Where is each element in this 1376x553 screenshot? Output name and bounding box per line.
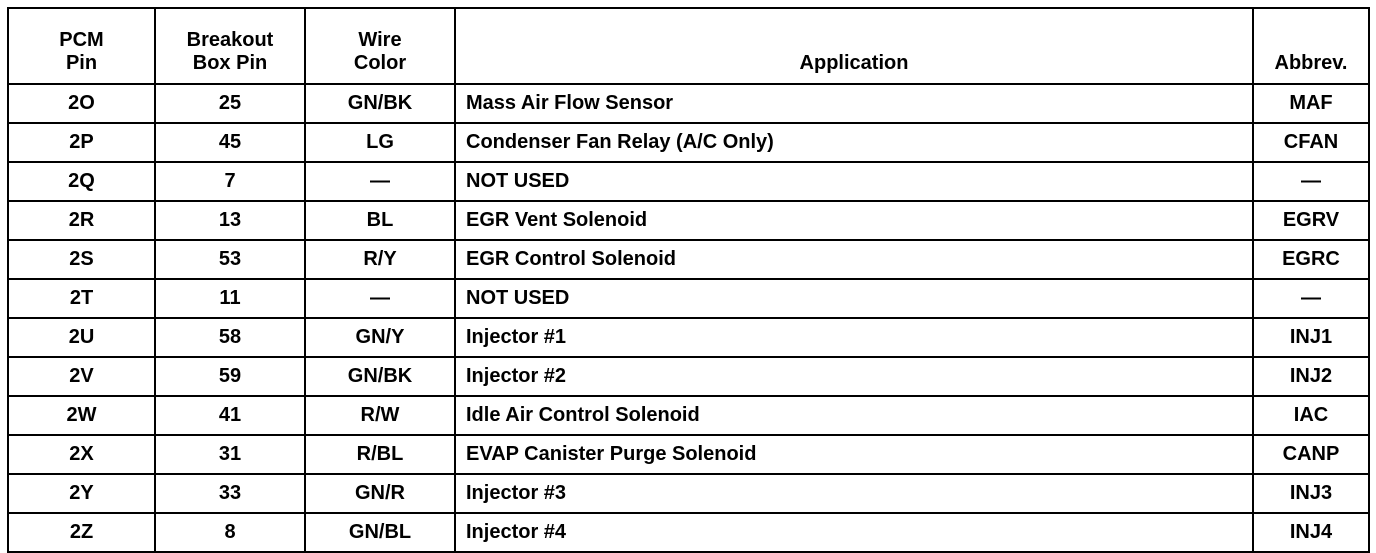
- cell-breakout-box-pin: 8: [155, 513, 305, 552]
- cell-breakout-box-pin: 45: [155, 123, 305, 162]
- header-pcm-pin: PCM Pin: [8, 8, 155, 84]
- table-row: [8, 318, 1369, 357]
- table-row: [8, 279, 1369, 318]
- cell-abbrev: —: [1253, 279, 1369, 318]
- cell-wire-color: —: [305, 162, 455, 201]
- header-breakout-box-pin: Breakout Box Pin: [155, 8, 305, 84]
- cell-breakout-box-pin: 7: [155, 162, 305, 201]
- cell-wire-color: R/BL: [305, 435, 455, 474]
- cell-abbrev: INJ4: [1253, 513, 1369, 552]
- cell-abbrev: INJ2: [1253, 357, 1369, 396]
- cell-pcm-pin: 2U: [8, 318, 155, 357]
- table-row: [8, 162, 1369, 201]
- cell-wire-color: GN/R: [305, 474, 455, 513]
- cell-wire-color: R/Y: [305, 240, 455, 279]
- cell-breakout-box-pin: 58: [155, 318, 305, 357]
- cell-abbrev: IAC: [1253, 396, 1369, 435]
- cell-wire-color: —: [305, 279, 455, 318]
- cell-abbrev: MAF: [1253, 84, 1369, 123]
- cell-abbrev: INJ1: [1253, 318, 1369, 357]
- cell-breakout-box-pin: 25: [155, 84, 305, 123]
- header-wire-color: Wire Color: [305, 8, 455, 84]
- cell-pcm-pin: 2W: [8, 396, 155, 435]
- cell-pcm-pin: 2V: [8, 357, 155, 396]
- cell-application: Injector #4: [455, 513, 1253, 552]
- cell-abbrev: INJ3: [1253, 474, 1369, 513]
- cell-application: NOT USED: [455, 162, 1253, 201]
- header-application: Application: [455, 8, 1253, 84]
- table-row: [8, 396, 1369, 435]
- cell-wire-color: GN/BK: [305, 357, 455, 396]
- table-header-row: [8, 8, 1369, 84]
- cell-breakout-box-pin: 31: [155, 435, 305, 474]
- table-row: [8, 84, 1369, 123]
- table-row: [8, 123, 1369, 162]
- cell-application: Idle Air Control Solenoid: [455, 396, 1253, 435]
- cell-wire-color: GN/BL: [305, 513, 455, 552]
- cell-abbrev: CANP: [1253, 435, 1369, 474]
- header-abbrev: Abbrev.: [1253, 8, 1369, 84]
- cell-abbrev: —: [1253, 162, 1369, 201]
- cell-pcm-pin: 2T: [8, 279, 155, 318]
- cell-wire-color: GN/Y: [305, 318, 455, 357]
- cell-breakout-box-pin: 41: [155, 396, 305, 435]
- cell-application: Injector #1: [455, 318, 1253, 357]
- cell-application: EGR Control Solenoid: [455, 240, 1253, 279]
- cell-wire-color: R/W: [305, 396, 455, 435]
- cell-application: EVAP Canister Purge Solenoid: [455, 435, 1253, 474]
- cell-breakout-box-pin: 13: [155, 201, 305, 240]
- cell-pcm-pin: 2Q: [8, 162, 155, 201]
- cell-pcm-pin: 2R: [8, 201, 155, 240]
- cell-pcm-pin: 2X: [8, 435, 155, 474]
- pcm-pin-table: [7, 7, 1370, 553]
- table-row: [8, 513, 1369, 552]
- cell-pcm-pin: 2Y: [8, 474, 155, 513]
- cell-breakout-box-pin: 59: [155, 357, 305, 396]
- cell-pcm-pin: 2Z: [8, 513, 155, 552]
- cell-breakout-box-pin: 33: [155, 474, 305, 513]
- cell-application: Injector #3: [455, 474, 1253, 513]
- cell-application: Injector #2: [455, 357, 1253, 396]
- cell-abbrev: EGRC: [1253, 240, 1369, 279]
- cell-abbrev: CFAN: [1253, 123, 1369, 162]
- cell-abbrev: EGRV: [1253, 201, 1369, 240]
- table-body: [8, 84, 1369, 552]
- cell-wire-color: LG: [305, 123, 455, 162]
- cell-pcm-pin: 2S: [8, 240, 155, 279]
- table-row: [8, 474, 1369, 513]
- table-row: [8, 201, 1369, 240]
- cell-pcm-pin: 2P: [8, 123, 155, 162]
- table-row: [8, 240, 1369, 279]
- cell-breakout-box-pin: 11: [155, 279, 305, 318]
- cell-pcm-pin: 2O: [8, 84, 155, 123]
- cell-breakout-box-pin: 53: [155, 240, 305, 279]
- cell-wire-color: GN/BK: [305, 84, 455, 123]
- cell-application: EGR Vent Solenoid: [455, 201, 1253, 240]
- cell-application: Mass Air Flow Sensor: [455, 84, 1253, 123]
- cell-wire-color: BL: [305, 201, 455, 240]
- cell-application: NOT USED: [455, 279, 1253, 318]
- table-row: [8, 435, 1369, 474]
- cell-application: Condenser Fan Relay (A/C Only): [455, 123, 1253, 162]
- table-row: [8, 357, 1369, 396]
